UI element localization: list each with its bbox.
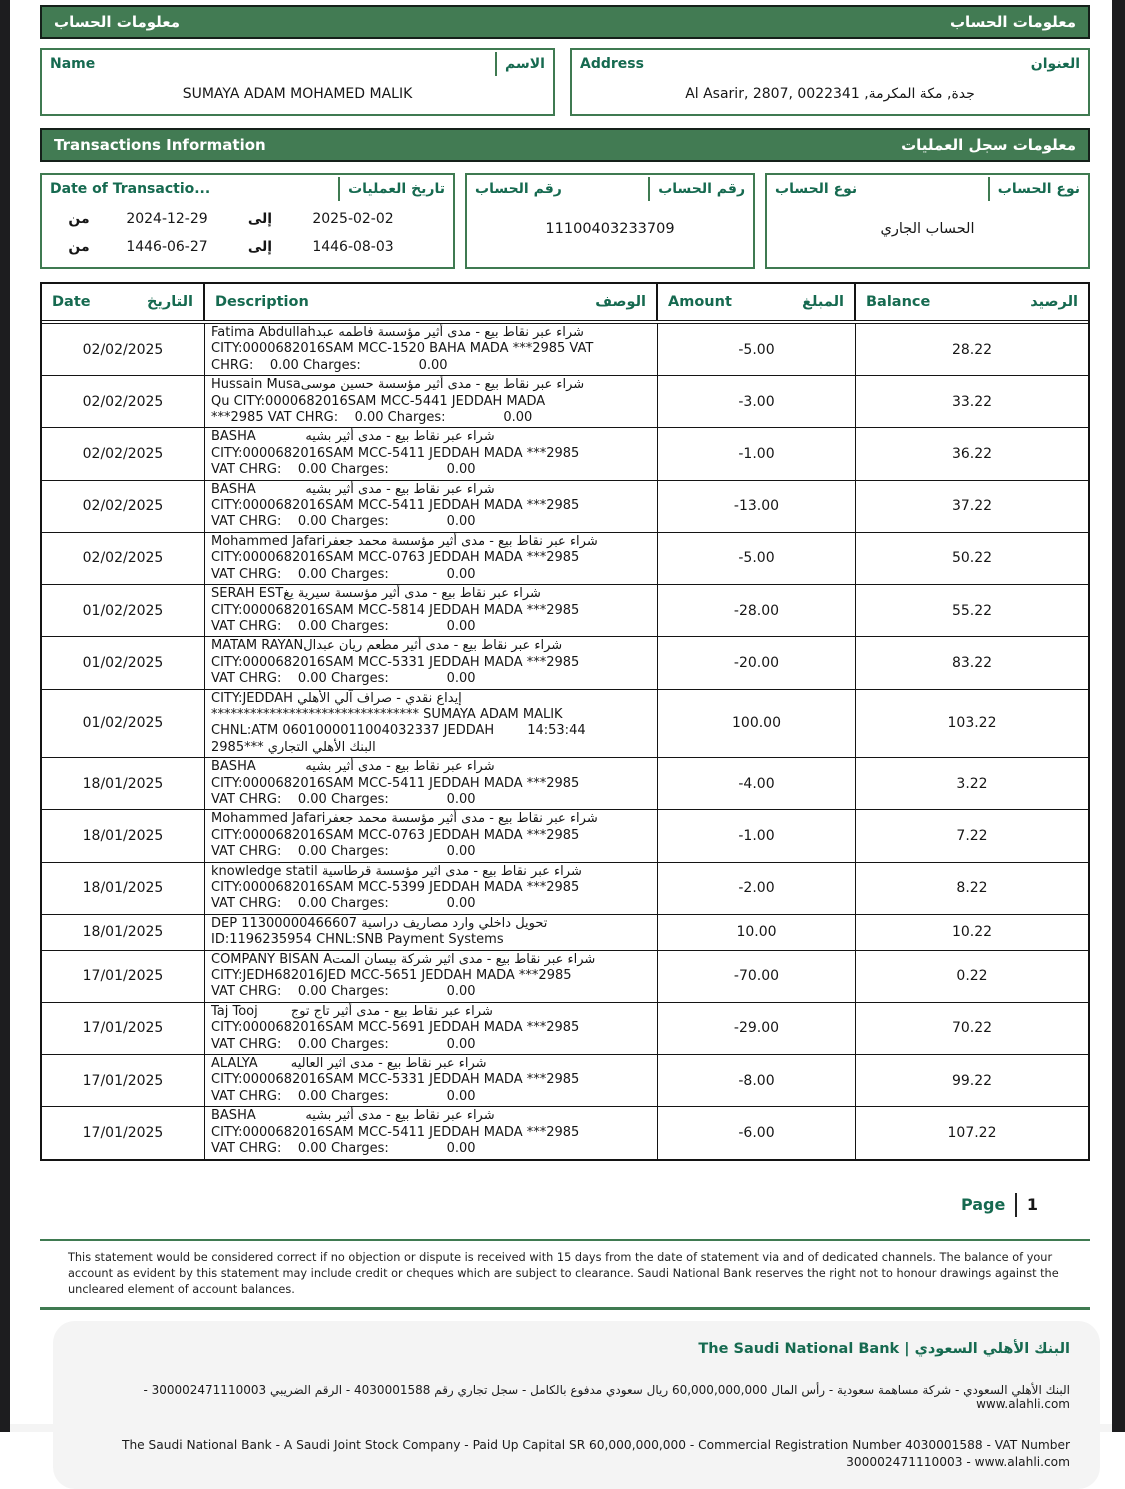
table-row — [42, 481, 1088, 533]
account-number-box — [465, 173, 755, 269]
description-line: شراء عبر نقاط بيع - مدى اثير مؤسسة قرطاسية knowledge statil — [211, 863, 582, 879]
bank-footer-title: The Saudi National Bank | البنك الأهلي السعودي — [698, 1340, 1070, 1357]
transactions-table-header — [42, 284, 1088, 324]
transaction-description — [205, 376, 658, 427]
date-to-value: 2025-02-02 — [312, 211, 394, 227]
date-to-value: 1446-08-03 — [312, 239, 394, 255]
statement-content — [40, 5, 1090, 1489]
transaction-amount: -13.00 — [658, 481, 856, 532]
address-value: جدة, مكة المكرمة, Al Asarir, 2807, 0022341 — [685, 86, 975, 102]
description-line: VAT CHRG: 0.00 Charges: 0.00 — [211, 1141, 476, 1157]
date-to-label: إلى — [247, 211, 273, 227]
transaction-date: 18/01/2025 — [42, 810, 205, 861]
transaction-date: 01/02/2025 — [42, 585, 205, 636]
column-header-en: Amount — [668, 294, 732, 310]
transaction-date: 02/02/2025 — [42, 533, 205, 584]
transaction-amount: -5.00 — [658, 533, 856, 584]
transaction-description — [205, 951, 658, 1002]
description-line: CITY:0000682016SAM MCC-0763 JEDDAH MADA ***2985 — [211, 827, 580, 843]
transaction-amount: -29.00 — [658, 1003, 856, 1054]
description-line: شراء عبر نقاط بيع - مدى أثير مؤسسة فاطمه عبدFatima Abdullah — [211, 325, 584, 340]
transaction-date: 01/02/2025 — [42, 690, 205, 758]
column-header-en: Description — [215, 294, 309, 310]
table-row — [42, 810, 1088, 862]
account-info-bar-right-label: معلومات الحساب — [949, 13, 1076, 31]
transaction-date: 02/02/2025 — [42, 324, 205, 375]
transaction-amount: -20.00 — [658, 637, 856, 688]
name-label-ar: الاسم — [505, 56, 545, 72]
account-info-bar-left-label: معلومات الحساب — [54, 13, 181, 31]
description-line: شراء عبر نقاط بيع - مدى أثير مطعم ريان عبدالMATAM RAYAN — [211, 638, 563, 654]
column-header-en: Balance — [866, 294, 931, 310]
description-line: VAT CHRG: 0.00 Charges: 0.00 — [211, 844, 476, 860]
transaction-balance: 3.22 — [956, 775, 988, 792]
page-number: 1 — [1026, 1195, 1038, 1214]
description-line: البنك الأهلي التجاري ***2985 — [211, 739, 376, 755]
date-range-row — [56, 205, 443, 233]
account-info-bar — [40, 5, 1090, 39]
transaction-amount: -3.00 — [658, 376, 856, 427]
transaction-amount: -1.00 — [658, 428, 856, 479]
description-line: VAT CHRG: 0.00 Charges: 0.00 — [211, 896, 476, 912]
viewer-right-edge — [1112, 0, 1125, 1432]
column-header-amount — [658, 284, 856, 320]
account-type-box — [765, 173, 1090, 269]
transaction-description — [205, 1055, 658, 1106]
description-line: شراء عبر نقاط بيع - مدى أثير بشيه BASHA — [211, 481, 495, 497]
transaction-amount: -70.00 — [658, 951, 856, 1002]
description-line: VAT CHRG: 0.00 Charges: 0.00 — [211, 791, 476, 807]
account-type-value: الحساب الجاري — [880, 221, 975, 237]
transaction-balance: 55.22 — [951, 602, 993, 619]
date-to-label: إلى — [247, 239, 273, 255]
description-line: VAT CHRG: 0.00 Charges: 0.00 — [211, 566, 476, 582]
date-from-value: 1446-06-27 — [126, 239, 208, 255]
transaction-description — [205, 810, 658, 861]
description-line: CITY:0000682016SAM MCC-5691 JEDDAH MADA ***2985 — [211, 1020, 580, 1036]
transactions-bar-right-label: معلومات سجل العمليات — [901, 136, 1076, 154]
description-line: CITY:0000682016SAM MCC-5331 JEDDAH MADA ***2985 — [211, 1072, 580, 1088]
transaction-amount: -8.00 — [658, 1055, 856, 1106]
table-row — [42, 376, 1088, 428]
transaction-description — [205, 915, 658, 950]
transaction-amount: -1.00 — [658, 810, 856, 861]
description-line: شراء عبر نقاط بيع - مدى أثير بشيه BASHA — [211, 429, 495, 445]
transaction-balance: 107.22 — [947, 1124, 997, 1141]
description-line: شراء عبر نقاط بيع - مدى أثير تاج توج Taj Tooj — [211, 1003, 493, 1019]
transaction-description — [205, 637, 658, 688]
description-line: VAT CHRG: 0.00 Charges: 0.00 — [211, 1088, 476, 1104]
description-line: شراء عبر نقاط بيع - مدى أثير مؤسسة حسين موسىHussain Musa — [211, 377, 585, 393]
transaction-amount: 10.00 — [658, 915, 856, 950]
date-label-ar: تاريخ العمليات — [348, 181, 445, 197]
column-header-ar: التاريخ — [146, 294, 193, 310]
transaction-balance: 70.22 — [951, 1020, 993, 1037]
transaction-balance: 50.22 — [951, 550, 993, 567]
description-line: CITY:0000682016SAM MCC-5411 JEDDAH MADA ***2985 — [211, 445, 580, 461]
transaction-balance: 0.22 — [956, 968, 988, 985]
page-label: Page — [960, 1195, 1006, 1214]
pagination — [40, 1193, 1090, 1217]
description-line: CITY:0000682016SAM MCC-5411 JEDDAH MADA ***2985 — [211, 498, 580, 514]
date-from-label: من — [68, 239, 90, 255]
transaction-description — [205, 690, 658, 758]
disclaimer-bottom-rule — [40, 1307, 1090, 1310]
table-row — [42, 428, 1088, 480]
transaction-date: 02/02/2025 — [42, 481, 205, 532]
column-header-balance — [856, 284, 1088, 320]
table-row — [42, 690, 1088, 759]
bank-footer-english-line: The Saudi National Bank - A Saudi Joint Stock Company - Paid Up Capital SR 60,000,000,000 - Commercial Registration Number 4030001588 - VAT Number 300002471110003 - www.alahli.com — [122, 1437, 1070, 1469]
account-number-label-right: رقم الحساب — [658, 181, 745, 197]
account-number-label-left: رقم الحساب — [475, 181, 562, 197]
table-row — [42, 324, 1088, 376]
disclaimer-text: This statement would be considered correct if no objection or dispute is received with 15 days from the date of statement via and of dedicated channels. The balance of your account as evident by this statement may include credit or cheques which are subject to clearance. Saudi National Bank reserves the right not to honour drawings against the uncleared element of account balances. — [68, 1251, 1059, 1296]
account-number-value: 11100403233709 — [545, 221, 675, 237]
date-range-row — [56, 233, 443, 261]
date-label-en: Date of Transactio... — [50, 181, 211, 197]
transaction-description — [205, 863, 658, 914]
column-header-date — [42, 284, 205, 320]
account-type-divider — [988, 177, 990, 201]
transaction-description — [205, 324, 658, 375]
description-line: شراء عبر نقاط بيع - مدى اثير العاليه ALALYA — [211, 1056, 487, 1072]
transaction-date: 17/01/2025 — [42, 1003, 205, 1054]
transaction-description — [205, 1003, 658, 1054]
description-line: CITY:0000682016SAM MCC-1520 BAHA MADA ***2985 VAT — [211, 341, 594, 357]
transaction-balance: 37.22 — [951, 498, 993, 515]
column-header-ar: المبلغ — [802, 294, 844, 310]
transaction-amount: -5.00 — [658, 324, 856, 375]
transaction-balance: 36.22 — [951, 446, 993, 463]
column-header-ar: الرصيد — [1030, 294, 1078, 310]
description-line: CITY:JEDH682016JED MCC-5651 JEDDAH MADA ***2985 — [211, 968, 572, 984]
description-line: CITY:0000682016SAM MCC-5399 JEDDAH MADA ***2985 — [211, 880, 580, 895]
description-line: CITY:0000682016SAM MCC-5331 JEDDAH MADA ***2985 — [211, 654, 580, 670]
transaction-description — [205, 585, 658, 636]
table-row — [42, 915, 1088, 951]
transaction-balance: 83.22 — [951, 654, 993, 671]
bank-footer-arabic-line: البنك الأهلي السعودي - شركة مساهمة سعودية - رأس المال 60,000,000,000 ريال سعودي مدفوع بالكامل - سجل تجاري رقم 4030001588 - الرقم الضريبي 300002471110003 - www.alahli.com — [143, 1382, 1070, 1411]
table-row — [42, 533, 1088, 585]
description-line: شراء عبر نقاط بيع - مدى أثير مؤسسة محمد جعفرMohammed Jafari — [211, 533, 598, 549]
page-divider — [1015, 1193, 1017, 1217]
transaction-description — [205, 481, 658, 532]
transaction-date: 18/01/2025 — [42, 915, 205, 950]
transaction-balance: 7.22 — [956, 827, 988, 844]
transaction-date: 18/01/2025 — [42, 758, 205, 809]
transaction-balance: 28.22 — [951, 341, 993, 358]
transaction-balance: 8.22 — [956, 880, 988, 897]
description-line: إيداع نقدي - صراف آلي الأهلي CITY:JEDDAH — [211, 690, 462, 706]
description-line: CITY:0000682016SAM MCC-5411 JEDDAH MADA ***2985 — [211, 775, 580, 791]
table-row — [42, 637, 1088, 689]
description-line: CITY:0000682016SAM MCC-5814 JEDDAH MADA ***2985 — [211, 602, 580, 618]
transactions-table — [40, 282, 1090, 1161]
column-header-ar: الوصف — [595, 294, 646, 310]
description-line: VAT CHRG: 0.00 Charges: 0.00 — [211, 514, 476, 530]
account-type-label-right: نوع الحساب — [997, 181, 1080, 197]
description-line: ID:1196235954 CHNL:SNB Payment Systems — [211, 932, 504, 948]
description-line: شراء عبر نقاط بيع - مدى اثير شركة بيسان المتCOMPANY BISAN A — [211, 951, 596, 967]
name-box-divider — [495, 52, 497, 76]
description-line: CITY:0000682016SAM MCC-0763 JEDDAH MADA ***2985 — [211, 550, 580, 566]
description-line: VAT CHRG: 0.00 Charges: 0.00 — [211, 618, 476, 634]
bank-footer — [53, 1321, 1100, 1489]
name-box — [40, 48, 555, 116]
next-page-strip — [10, 1424, 1112, 1432]
transaction-amount: -28.00 — [658, 585, 856, 636]
address-box — [570, 48, 1090, 116]
transaction-amount: -6.00 — [658, 1107, 856, 1158]
transaction-date: 17/01/2025 — [42, 951, 205, 1002]
transaction-date: 01/02/2025 — [42, 637, 205, 688]
description-line: شراء عبر نقاط بيع - مدى أثير مؤسسة محمد جعفرMohammed Jafari — [211, 811, 598, 827]
column-header-en: Date — [52, 294, 91, 310]
transaction-description — [205, 533, 658, 584]
transaction-balance: 103.22 — [947, 715, 997, 732]
description-line: CITY:0000682016SAM MCC-5411 JEDDAH MADA ***2985 — [211, 1124, 580, 1140]
transaction-balance: 33.22 — [951, 393, 993, 410]
description-line: ******************************** SUMAYA ADAM MALIK — [211, 706, 563, 722]
viewer-left-edge — [0, 0, 10, 1432]
transaction-description — [205, 1107, 658, 1158]
transactions-table-body — [42, 324, 1088, 1159]
transaction-description — [205, 428, 658, 479]
description-line: VAT CHRG: 0.00 Charges: 0.00 — [211, 984, 476, 1000]
transaction-dates-box — [40, 173, 455, 269]
transaction-date: 02/02/2025 — [42, 376, 205, 427]
account-type-label-left: نوع الحساب — [775, 181, 858, 197]
transaction-date: 17/01/2025 — [42, 1107, 205, 1158]
description-line: تحويل داخلي وارد مصاريف دراسية DEP 11300000466607 — [211, 915, 548, 931]
transaction-amount: 100.00 — [658, 690, 856, 758]
description-line: Qu CITY:0000682016SAM MCC-5441 JEDDAH MADA — [211, 393, 546, 409]
description-line: CHRG: 0.00 Charges: 0.00 — [211, 357, 448, 373]
transactions-info-bar — [40, 128, 1090, 162]
description-line: CHNL:ATM 0601000011004032337 JEDDAH 14:53:44 — [211, 723, 586, 739]
description-line: شراء عبر نقاط بيع - مدى أثير بشيه BASHA — [211, 1108, 495, 1124]
transaction-date: 02/02/2025 — [42, 428, 205, 479]
name-value: SUMAYA ADAM MOHAMED MALIK — [182, 86, 413, 102]
description-line: VAT CHRG: 0.00 Charges: 0.00 — [211, 462, 476, 478]
transaction-date: 17/01/2025 — [42, 1055, 205, 1106]
disclaimer-top-rule — [40, 1239, 1090, 1242]
transaction-amount: -4.00 — [658, 758, 856, 809]
address-label-ar: العنوان — [1030, 56, 1080, 72]
transactions-bar-left-label: Transactions Information — [54, 136, 266, 154]
table-row — [42, 863, 1088, 915]
table-row — [42, 758, 1088, 810]
date-range-rows — [42, 201, 453, 261]
transaction-amount: -2.00 — [658, 863, 856, 914]
description-line: VAT CHRG: 0.00 Charges: 0.00 — [211, 671, 476, 687]
date-box-divider — [338, 177, 340, 201]
date-from-label: من — [68, 211, 90, 227]
description-line: VAT CHRG: 0.00 Charges: 0.00 — [211, 1036, 476, 1052]
table-row — [42, 951, 1088, 1003]
table-row — [42, 1107, 1088, 1158]
description-line: شراء عبر نقاط بيع - مدى أثير بشيه BASHA — [211, 759, 495, 775]
transaction-balance: 10.22 — [951, 924, 993, 941]
table-row — [42, 585, 1088, 637]
transaction-description — [205, 758, 658, 809]
table-row — [42, 1055, 1088, 1107]
date-from-value: 2024-12-29 — [126, 211, 208, 227]
account-number-divider — [648, 177, 650, 201]
address-label-en: Address — [580, 56, 644, 72]
column-header-description — [205, 284, 658, 320]
name-label-en: Name — [50, 56, 96, 72]
transaction-date: 18/01/2025 — [42, 863, 205, 914]
transaction-balance: 99.22 — [951, 1072, 993, 1089]
description-line: ***2985 VAT CHRG: 0.00 Charges: 0.00 — [211, 410, 533, 426]
table-row — [42, 1003, 1088, 1055]
description-line: شراء عبر نقاط بيع - مدى أثير مؤسسة سيرية يغSERAH EST — [211, 586, 541, 602]
